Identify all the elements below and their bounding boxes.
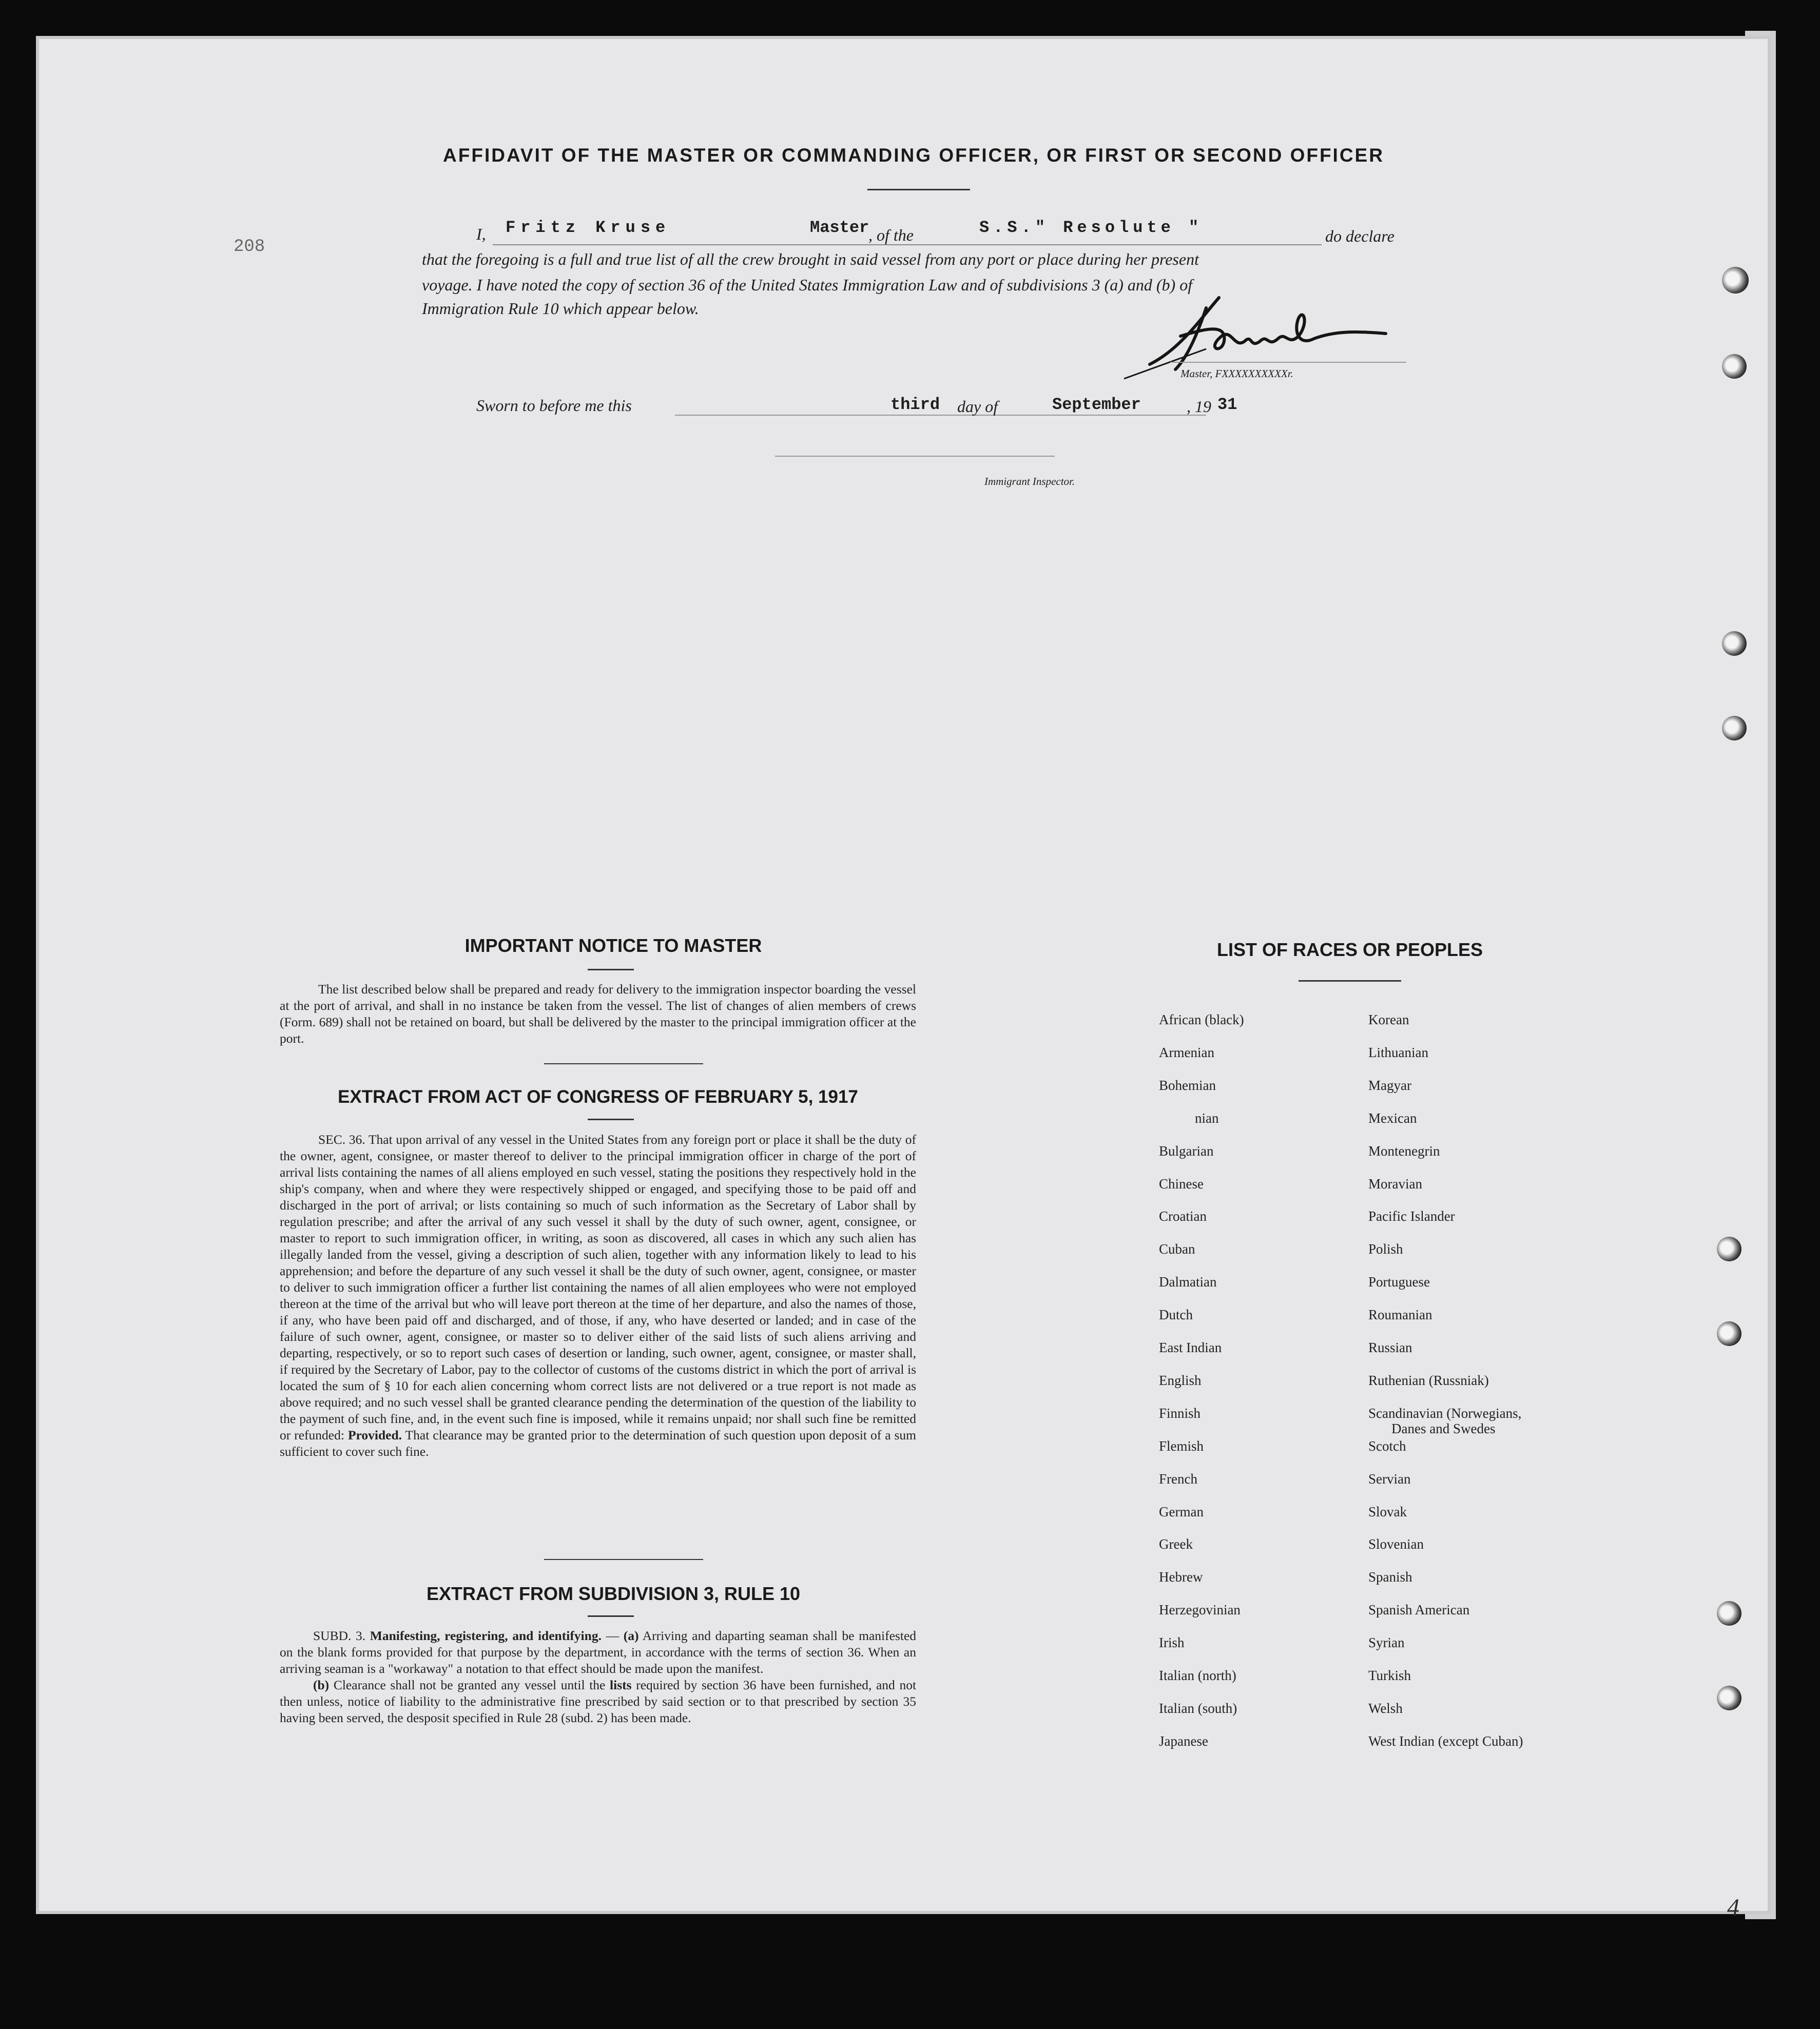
binder-hole [1722, 631, 1747, 656]
subd-b-text-1: Clearance shall not be granted any vessel until the [333, 1677, 606, 1692]
margin-number: 208 [234, 237, 265, 257]
race-item: Cuban [1159, 1241, 1195, 1257]
race-item: nian [1195, 1110, 1219, 1126]
binder-hole [1722, 716, 1747, 740]
race-item: Moravian [1368, 1176, 1422, 1192]
race-item: Montenegrin [1368, 1143, 1440, 1159]
affidavit-line-2: that the foregoing is a full and true list of all the crew brought in said vessel from any port or place during her present [422, 250, 1199, 268]
race-item: West Indian (except Cuban) [1368, 1733, 1523, 1749]
separator-rule [544, 1063, 703, 1064]
race-item: Italian (south) [1159, 1700, 1237, 1716]
master-rank: Master [810, 218, 869, 237]
rule-title: EXTRACT FROM SUBDIVISION 3, RULE 10 [426, 1583, 801, 1604]
races-title: LIST OF RACES OR PEOPLES [1216, 939, 1483, 960]
sworn-label: Sworn to before me this [476, 396, 632, 415]
race-item: German [1159, 1504, 1204, 1519]
binder-hole [1722, 354, 1747, 379]
race-item: Danes and Swedes [1391, 1420, 1496, 1436]
sworn-month: September [1052, 395, 1141, 414]
act-title: EXTRACT FROM ACT OF CONGRESS OF FEBRUARY 5, 1917 [338, 1087, 858, 1107]
race-item: English [1159, 1372, 1202, 1388]
race-item: Flemish [1159, 1438, 1204, 1454]
race-item: Greek [1159, 1536, 1193, 1552]
race-item: Hebrew [1159, 1569, 1203, 1585]
act-body-end: That clearance may be granted prior to the determination of such question upon deposit of a sum sufficient to cover such fine. [280, 1428, 917, 1459]
of-the-label: , of the [868, 226, 914, 244]
affidavit-line-3: voyage. I have noted the copy of section 36 of the United States Immigration Law and of subdivisions 3 (a) and (b) of [422, 276, 1193, 294]
title-rule [867, 189, 970, 190]
inspector-label: Immigrant Inspector. [984, 475, 1075, 487]
do-declare-label: do declare [1325, 227, 1395, 245]
race-item: Dutch [1159, 1307, 1193, 1323]
race-item: French [1159, 1471, 1197, 1487]
race-item: Lithuanian [1368, 1044, 1428, 1060]
binder-hole [1717, 1321, 1741, 1346]
sworn-year: 31 [1217, 395, 1237, 414]
act-text [280, 1131, 916, 1460]
race-item: East Indian [1159, 1340, 1222, 1355]
subd-a-label: (a) [623, 1628, 639, 1643]
race-item: Portuguese [1368, 1274, 1430, 1290]
corner-mark: 4 [1727, 1894, 1739, 1921]
race-item: Croatian [1159, 1208, 1207, 1224]
race-item: Roumanian [1368, 1307, 1432, 1323]
subd-heading: Manifesting, registering, and identifying. [370, 1628, 602, 1643]
race-item: Russian [1368, 1340, 1412, 1355]
subd-b-lists: lists [610, 1677, 632, 1692]
binder-hole [1722, 267, 1749, 294]
race-item: Japanese [1159, 1733, 1208, 1749]
vessel-name: S.S." Resolute " [979, 218, 1203, 237]
year-prefix: , 19 [1187, 397, 1211, 416]
affidavit-title: AFFIDAVIT OF THE MASTER OR COMMANDING OFFICER, OR FIRST OR SECOND OFFICER [443, 145, 1384, 166]
races-rule [1299, 980, 1401, 982]
race-item: Spanish American [1368, 1602, 1470, 1618]
notice-body: The list described below shall be prepared and ready for delivery to the immigration inspector boarding the vessel at the port of arrival, and shall in no instance be taken from the vessel. The list of changes of alien members of crews (Form. 689) shall not be retained on board, but shall be delivered by the master to the principal immigration officer at the port. [280, 982, 916, 1046]
subd-label: SUBD. 3. [313, 1628, 366, 1643]
affidavit-line-4: Immigration Rule 10 which appear below. [422, 299, 699, 318]
race-item: Slovenian [1368, 1536, 1424, 1552]
rule-rule [588, 1615, 634, 1617]
race-item: Finnish [1159, 1405, 1201, 1421]
race-item: Italian (north) [1159, 1668, 1236, 1683]
signature-line [1170, 362, 1406, 363]
race-item: Slovak [1368, 1504, 1407, 1519]
race-item: Dalmatian [1159, 1274, 1217, 1290]
declare-i: I, [476, 225, 486, 243]
subd-b-label: (b) [313, 1677, 330, 1692]
race-item: Korean [1368, 1012, 1409, 1027]
race-item: Irish [1159, 1635, 1185, 1651]
race-item: Bohemian [1159, 1077, 1216, 1093]
race-item: Pacific Islander [1368, 1208, 1455, 1224]
race-item: Scandinavian (Norwegians, [1368, 1405, 1522, 1421]
separator-rule [544, 1559, 703, 1560]
notice-text [280, 981, 916, 1047]
binder-hole [1717, 1601, 1741, 1626]
master-name: Fritz Kruse [506, 218, 671, 237]
race-item: Magyar [1368, 1077, 1411, 1093]
underline [675, 415, 1206, 416]
act-rule [588, 1119, 634, 1120]
master-signature [1119, 287, 1417, 380]
race-item: Servian [1368, 1471, 1411, 1487]
rule-text [280, 1628, 916, 1726]
act-body: SEC. 36. That upon arrival of any vessel in the United States from any foreign port or place it shall be the duty of the owner, agent, consignee, or master thereof to deliver to the principal immigration officer in charge of the port of arrival lists containing the names of all aliens employed en such vessel, stating the positions they respectively hold in the ship's company, when and where they were respectively shipped or engaged, and specifying those to be paid off and discharged in the port of arrival; or lists containing so much of such information as the Secretary of Labor shall by regulation prescribe; and after the arrival of any such vessel it shall by the duty of such owner, agent, consignee, or master to report to such immigration officer, in writing, as soon as discovered, all cases in which any such alien has illegally landed from the vessel, giving a description of such alien, together with any information likely to lead to his apprehension; and before the departure of any such vessel it shall be the duty of such owner, agent, consignee, or master to deliver to such immigration officer a further list containing the names of all alien employees who were not employed thereon at the time of the arrival but who will leave port thereon at the time of her departure, and also the names of those, if any, who have been paid off and discharged, and of those, if any, who have deserted or landed; and in case of the failure of such owner, agent, consignee, or master so to deliver either of the said lists of such aliens arriving and departing, respectively, or so to report such cases of desertion or landing, such owner, agent, consignee, or master shall, if required by the Secretary of Labor, pay to the collector of customs of the customs district in which the port of arrival is located the sum of § 10 for each alien concerning whom correct lists are not delivered or a true report is not made as above required; and no such vessel shall be granted clearance pending the determination of the question of the liability to the payment of such fine, and, in the event such fine is imposed, while it remains unpaid; nor shall such fine be remitted or refunded: [280, 1132, 916, 1442]
race-item: African (black) [1159, 1012, 1244, 1027]
day-of-label: day of [957, 397, 998, 416]
race-item: Scotch [1368, 1438, 1406, 1454]
race-item: Bulgarian [1159, 1143, 1214, 1159]
inspector-signature-line [775, 456, 1055, 457]
race-item: Turkish [1368, 1668, 1411, 1683]
race-item: Armenian [1159, 1044, 1214, 1060]
race-item: Polish [1368, 1241, 1403, 1257]
sworn-day: third [890, 395, 940, 414]
underline [493, 244, 1322, 245]
race-item: Mexican [1368, 1110, 1417, 1126]
binder-hole [1717, 1237, 1741, 1261]
act-provided: Provided. [347, 1428, 402, 1442]
notice-rule [588, 969, 634, 970]
subd-dash: — [606, 1628, 619, 1643]
race-item: Chinese [1159, 1176, 1204, 1192]
race-item: Ruthenian (Russniak) [1368, 1372, 1489, 1388]
race-item: Welsh [1368, 1700, 1403, 1716]
signature-caption: Master, FXXXXXXXXXXr. [1180, 367, 1293, 380]
race-item: Spanish [1368, 1569, 1412, 1585]
subd-a-text: Arriving and daparting seaman shall be manifested on the blank forms provided for that purpose by the department, in accordance with the terms of section 36. When an arriving seaman is a "workaway" a notation to that effect should be made upon the manifest. [280, 1628, 917, 1676]
race-item: Syrian [1368, 1635, 1405, 1651]
race-item: Herzegovinian [1159, 1602, 1241, 1618]
notice-title: IMPORTANT NOTICE TO MASTER [464, 935, 762, 956]
binder-hole [1717, 1686, 1741, 1710]
subd-b-text-2: required by section 36 have been furnished, and not then unless, notice of liability to the administrative fine prescribed by said section or to that prescribed by section 35 having been served, the desposit specified in Rule 28 (subd. 2) has been made. [280, 1677, 917, 1725]
